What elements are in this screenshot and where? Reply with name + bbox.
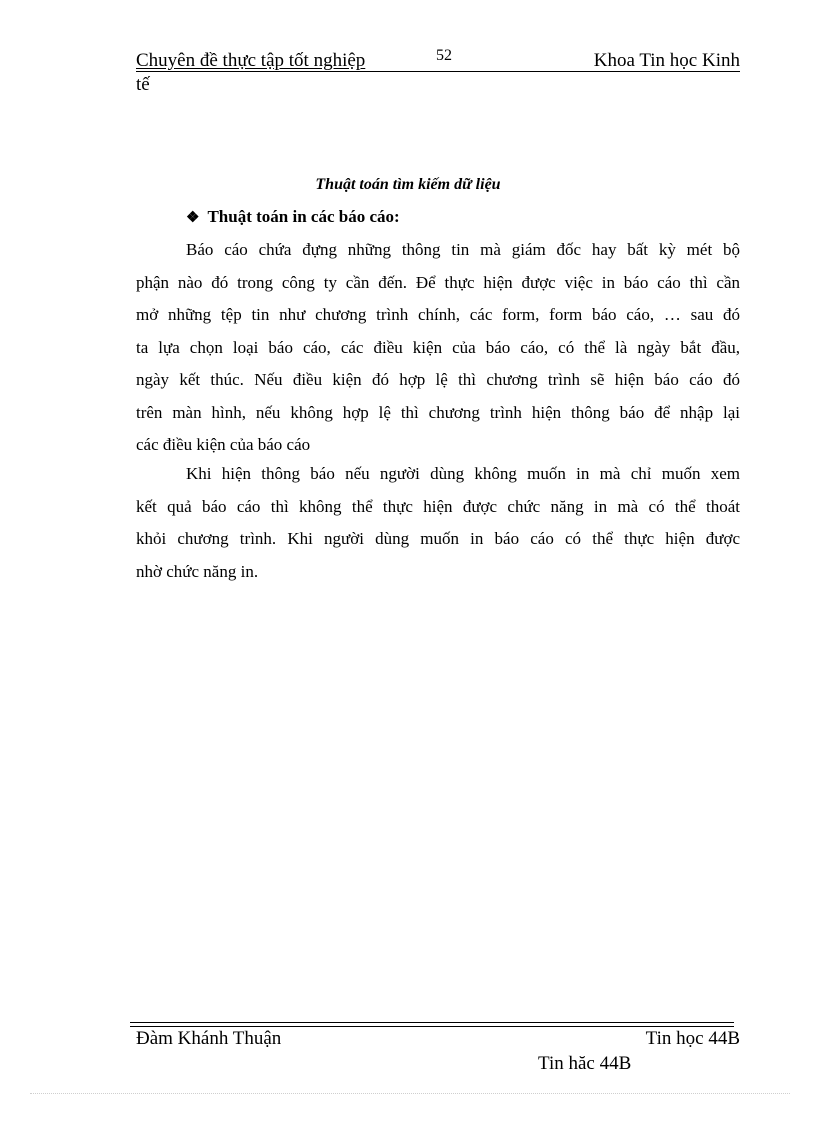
paragraph-line: ngày kết thúc. Nếu điều kiện đó hợp lệ thì chương trình sẽ hiện báo cáo đó [136,370,740,389]
paragraph-line: mở những tệp tin như chương trình chính, các form, form báo cáo, … sau đó [136,305,740,324]
header-department-wrap: tế [136,74,150,95]
footer-author: Đàm Khánh Thuận [136,1028,282,1049]
page-number: 52 [436,47,452,64]
paragraph-line: trên màn hình, nếu không hợp lệ thì chương trình hiện thông báo để nhập lại [136,402,740,422]
paragraph-line: nhờ chức năng in. [136,561,259,581]
footer-rule-bottom [130,1026,734,1027]
bullet-heading [186,207,400,227]
paragraph-2 [136,458,740,588]
paragraph-line: ta lựa chọn loại báo cáo, các điều kiện của báo cáo, có thể là ngày bắt đầu, [136,337,740,357]
footer-class: Tin học 44B [645,1028,740,1049]
header-rule [136,71,740,72]
header-title: Chuyên đề thực tập tốt nghiệp [136,50,366,71]
paragraph-1 [136,234,740,462]
paragraph-line: Báo cáo chứa đựng những thông tin mà giám đốc hay bất kỳ mét bộ [186,240,740,259]
footer-class-duplicate: Tin hăc 44B [538,1053,632,1074]
section-title: Thuật toán tìm kiếm dữ liệu [315,176,501,193]
paragraph-line: kết quả báo cáo thì không thể thực hiện được chức năng in mà có thể thoát [136,496,740,516]
header-department: Khoa Tin học Kinh [593,50,740,71]
footer-rule-top [130,1022,734,1023]
paragraph-line: Khi hiện thông báo nếu người dùng không muốn in mà chỉ muốn xem [186,464,740,483]
paragraph-line: khỏi chương trình. Khi người dùng muốn in báo cáo có thể thực hiện được [136,529,740,548]
paragraph-line: các điều kiện của báo cáo [136,435,311,454]
diamond-bullet-icon: ❖ [186,210,200,226]
bullet-heading-text: Thuật toán in các báo cáo: [207,207,400,226]
page-edge-divider [30,1093,790,1094]
paragraph-line: phận nào đó trong công ty cần đến. Để thực hiện được việc in báo cáo thì cần [136,272,740,292]
